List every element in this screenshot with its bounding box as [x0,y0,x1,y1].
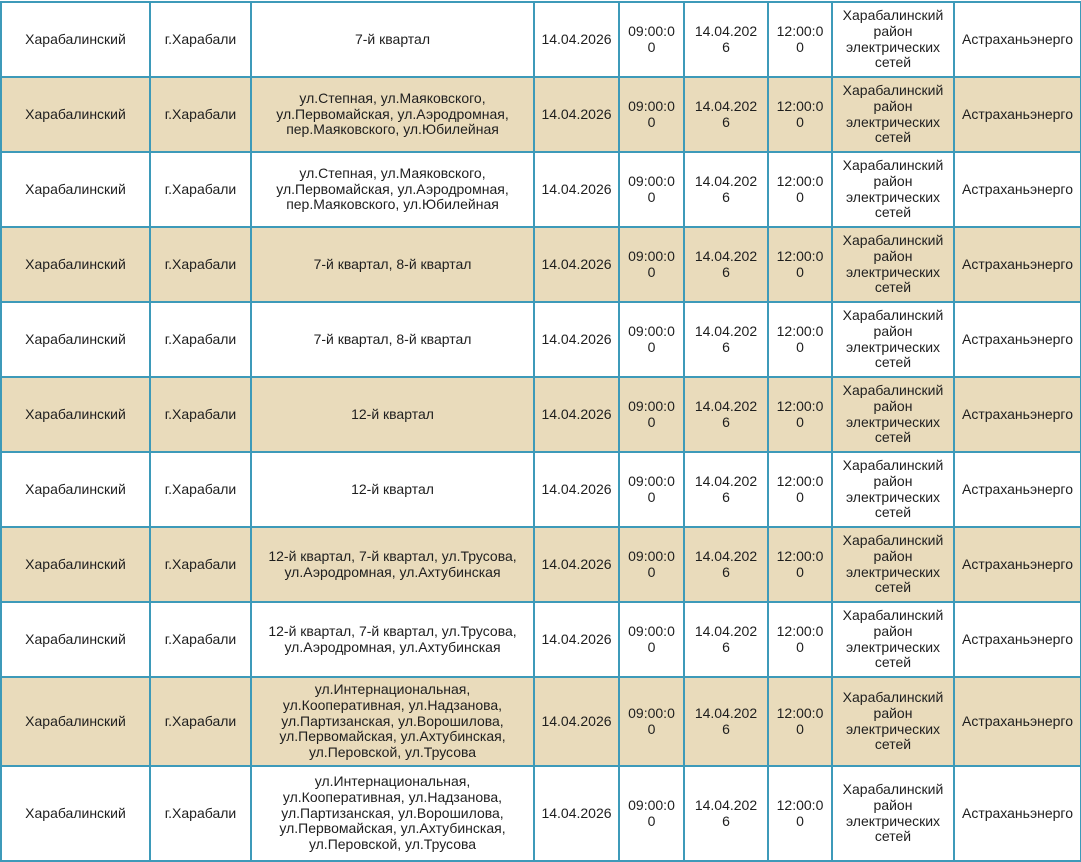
cell-streets: 7-й квартал, 8-й квартал [251,302,534,377]
cell-date-start: 14.04.2026 [534,766,619,861]
cell-time-start: 09:00:00 [619,302,684,377]
cell-time-end: 12:00:00 [768,602,832,677]
cell-company: Астраханьэнерго [954,2,1081,77]
cell-date-start: 14.04.2026 [534,677,619,766]
table-row [1,766,1081,861]
cell-network-org: Харабалинский район электрических сетей [832,677,954,766]
table-row [1,227,1081,302]
cell-time-end: 12:00:00 [768,377,832,452]
cell-date-end: 14.04.2026 [684,527,768,602]
cell-time-start: 09:00:00 [619,527,684,602]
cell-streets: 12-й квартал [251,377,534,452]
cell-network-org: Харабалинский район электрических сетей [832,377,954,452]
cell-network-org: Харабалинский район электрических сетей [832,302,954,377]
outage-schedule-body [1,2,1081,861]
cell-date-end: 14.04.2026 [684,152,768,227]
cell-district: Харабалинский [1,2,150,77]
cell-date-start: 14.04.2026 [534,377,619,452]
cell-district: Харабалинский [1,227,150,302]
cell-district: Харабалинский [1,377,150,452]
cell-network-org: Харабалинский район электрических сетей [832,152,954,227]
table-row [1,2,1081,77]
cell-city: г.Харабали [150,766,251,861]
cell-date-start: 14.04.2026 [534,152,619,227]
cell-date-end: 14.04.2026 [684,677,768,766]
cell-streets: 7-й квартал, 8-й квартал [251,227,534,302]
cell-district: Харабалинский [1,152,150,227]
cell-streets: 12-й квартал [251,452,534,527]
cell-company: Астраханьэнерго [954,152,1081,227]
cell-time-start: 09:00:00 [619,227,684,302]
cell-city: г.Харабали [150,152,251,227]
cell-district: Харабалинский [1,766,150,861]
cell-date-end: 14.04.2026 [684,452,768,527]
cell-time-start: 09:00:00 [619,452,684,527]
cell-time-start: 09:00:00 [619,766,684,861]
cell-streets: ул.Степная, ул.Маяковского, ул.Первомайская, ул.Аэродромная, пер.Маяковского, ул.Юбилейная [251,77,534,152]
cell-time-end: 12:00:00 [768,677,832,766]
cell-time-end: 12:00:00 [768,227,832,302]
cell-company: Астраханьэнерго [954,77,1081,152]
cell-city: г.Харабали [150,452,251,527]
cell-company: Астраханьэнерго [954,227,1081,302]
cell-district: Харабалинский [1,302,150,377]
cell-date-start: 14.04.2026 [534,227,619,302]
cell-company: Астраханьэнерго [954,302,1081,377]
cell-district: Харабалинский [1,677,150,766]
cell-city: г.Харабали [150,377,251,452]
cell-city: г.Харабали [150,677,251,766]
cell-district: Харабалинский [1,77,150,152]
cell-district: Харабалинский [1,527,150,602]
cell-time-start: 09:00:00 [619,602,684,677]
cell-date-start: 14.04.2026 [534,527,619,602]
cell-date-start: 14.04.2026 [534,452,619,527]
cell-date-end: 14.04.2026 [684,602,768,677]
cell-company: Астраханьэнерго [954,377,1081,452]
outage-schedule-table [0,1,1081,862]
cell-date-end: 14.04.2026 [684,377,768,452]
cell-city: г.Харабали [150,2,251,77]
cell-streets: 12-й квартал, 7-й квартал, ул.Трусова, ул.Аэродромная, ул.Ахтубинская [251,602,534,677]
cell-time-start: 09:00:00 [619,152,684,227]
cell-city: г.Харабали [150,302,251,377]
cell-streets: ул.Интернациональная, ул.Кооперативная, ул.Надзанова, ул.Партизанская, ул.Ворошилова, ул.Первомайская, ул.Ахтубинская, ул.Перовской, ул.Трусова [251,677,534,766]
cell-company: Астраханьэнерго [954,452,1081,527]
cell-time-end: 12:00:00 [768,302,832,377]
cell-date-start: 14.04.2026 [534,2,619,77]
table-row [1,452,1081,527]
cell-network-org: Харабалинский район электрических сетей [832,2,954,77]
cell-streets: 7-й квартал [251,2,534,77]
cell-company: Астраханьэнерго [954,677,1081,766]
table-row [1,77,1081,152]
cell-time-end: 12:00:00 [768,2,832,77]
cell-company: Астраханьэнерго [954,602,1081,677]
table-row [1,527,1081,602]
cell-streets: ул.Интернациональная, ул.Кооперативная, ул.Надзанова, ул.Партизанская, ул.Ворошилова, ул.Первомайская, ул.Ахтубинская, ул.Перовской, ул.Трусова [251,766,534,861]
table-row [1,377,1081,452]
cell-district: Харабалинский [1,452,150,527]
cell-city: г.Харабали [150,227,251,302]
cell-network-org: Харабалинский район электрических сетей [832,452,954,527]
cell-district: Харабалинский [1,602,150,677]
cell-time-start: 09:00:00 [619,77,684,152]
cell-time-start: 09:00:00 [619,2,684,77]
cell-date-end: 14.04.2026 [684,302,768,377]
cell-city: г.Харабали [150,527,251,602]
cell-date-start: 14.04.2026 [534,602,619,677]
cell-time-end: 12:00:00 [768,152,832,227]
cell-date-end: 14.04.2026 [684,77,768,152]
cell-network-org: Харабалинский район электрических сетей [832,227,954,302]
cell-date-start: 14.04.2026 [534,77,619,152]
cell-streets: ул.Степная, ул.Маяковского, ул.Первомайская, ул.Аэродромная, пер.Маяковского, ул.Юбилейная [251,152,534,227]
cell-date-end: 14.04.2026 [684,2,768,77]
cell-time-start: 09:00:00 [619,377,684,452]
cell-date-end: 14.04.2026 [684,227,768,302]
cell-network-org: Харабалинский район электрических сетей [832,77,954,152]
table-row [1,302,1081,377]
table-row [1,602,1081,677]
cell-streets: 12-й квартал, 7-й квартал, ул.Трусова, ул.Аэродромная, ул.Ахтубинская [251,527,534,602]
cell-time-end: 12:00:00 [768,766,832,861]
cell-city: г.Харабали [150,602,251,677]
cell-company: Астраханьэнерго [954,527,1081,602]
cell-date-start: 14.04.2026 [534,302,619,377]
table-row [1,677,1081,766]
cell-time-end: 12:00:00 [768,77,832,152]
cell-city: г.Харабали [150,77,251,152]
cell-date-end: 14.04.2026 [684,766,768,861]
cell-company: Астраханьэнерго [954,766,1081,861]
cell-time-end: 12:00:00 [768,452,832,527]
cell-network-org: Харабалинский район электрических сетей [832,527,954,602]
cell-network-org: Харабалинский район электрических сетей [832,766,954,861]
cell-time-start: 09:00:00 [619,677,684,766]
cell-network-org: Харабалинский район электрических сетей [832,602,954,677]
table-row [1,152,1081,227]
cell-time-end: 12:00:00 [768,527,832,602]
